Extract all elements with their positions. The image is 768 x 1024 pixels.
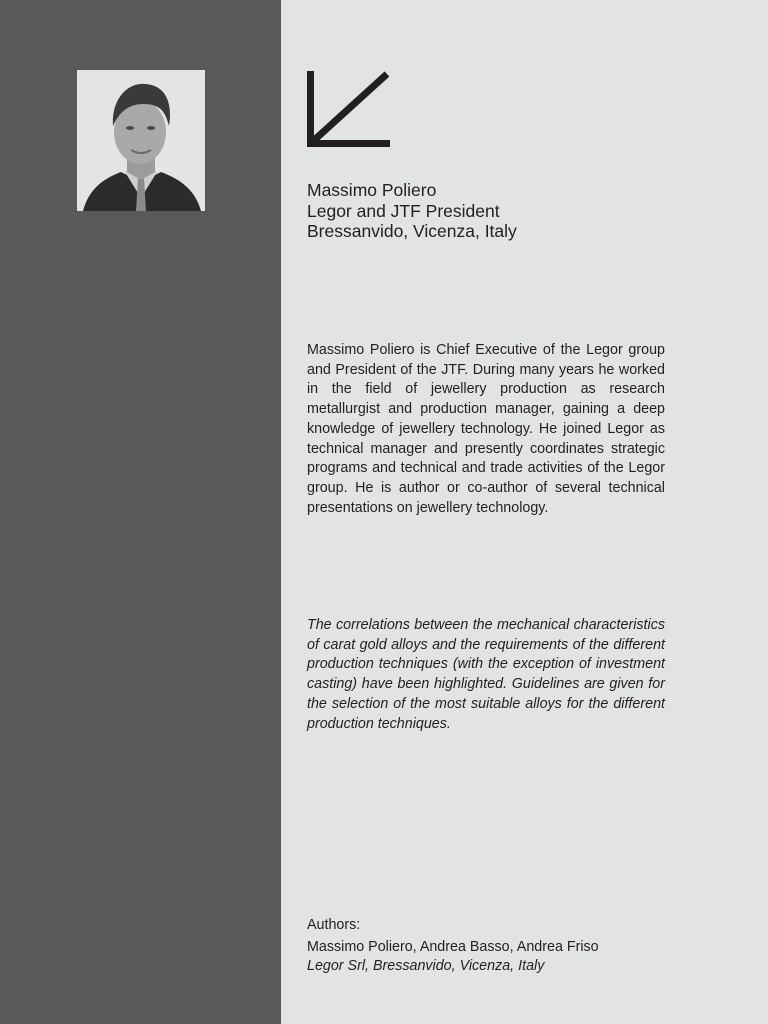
authors-section (307, 915, 707, 976)
profile-header (307, 180, 687, 242)
arrow-down-left-icon (307, 71, 390, 147)
author-biography: Massimo Poliero is Chief Executive of the Legor group and President of the JTF. During many years he worked in the field of jewellery production as research metallurgist and production manager, gaining a deep knowledge of jewellery technology. He joined Legor as technical manager and presently coordinates strategic programs and technical and trade activities of the Legor group. He is author or co-author of several technical presentations on jewellery technology. (307, 342, 665, 516)
authors-affiliation: Legor Srl, Bressanvido, Vicenza, Italy (307, 958, 545, 974)
profile-location: Bressanvido, Vicenza, Italy (307, 221, 517, 241)
author-portrait (77, 70, 205, 211)
paper-abstract: The correlations between the mechanical characteristics of carat gold alloys and the requirements of the different production techniques (with the exception of investment casting) have been highlighted. Guidelines are given for the selection of the most suitable alloys for the different production techniques. (307, 617, 665, 732)
authors-label: Authors: (307, 917, 361, 933)
authors-names: Massimo Poliero, Andrea Basso, Andrea Friso (307, 939, 599, 955)
profile-role: Legor and JTF President (307, 200, 500, 221)
profile-name: Massimo Poliero (307, 180, 437, 200)
